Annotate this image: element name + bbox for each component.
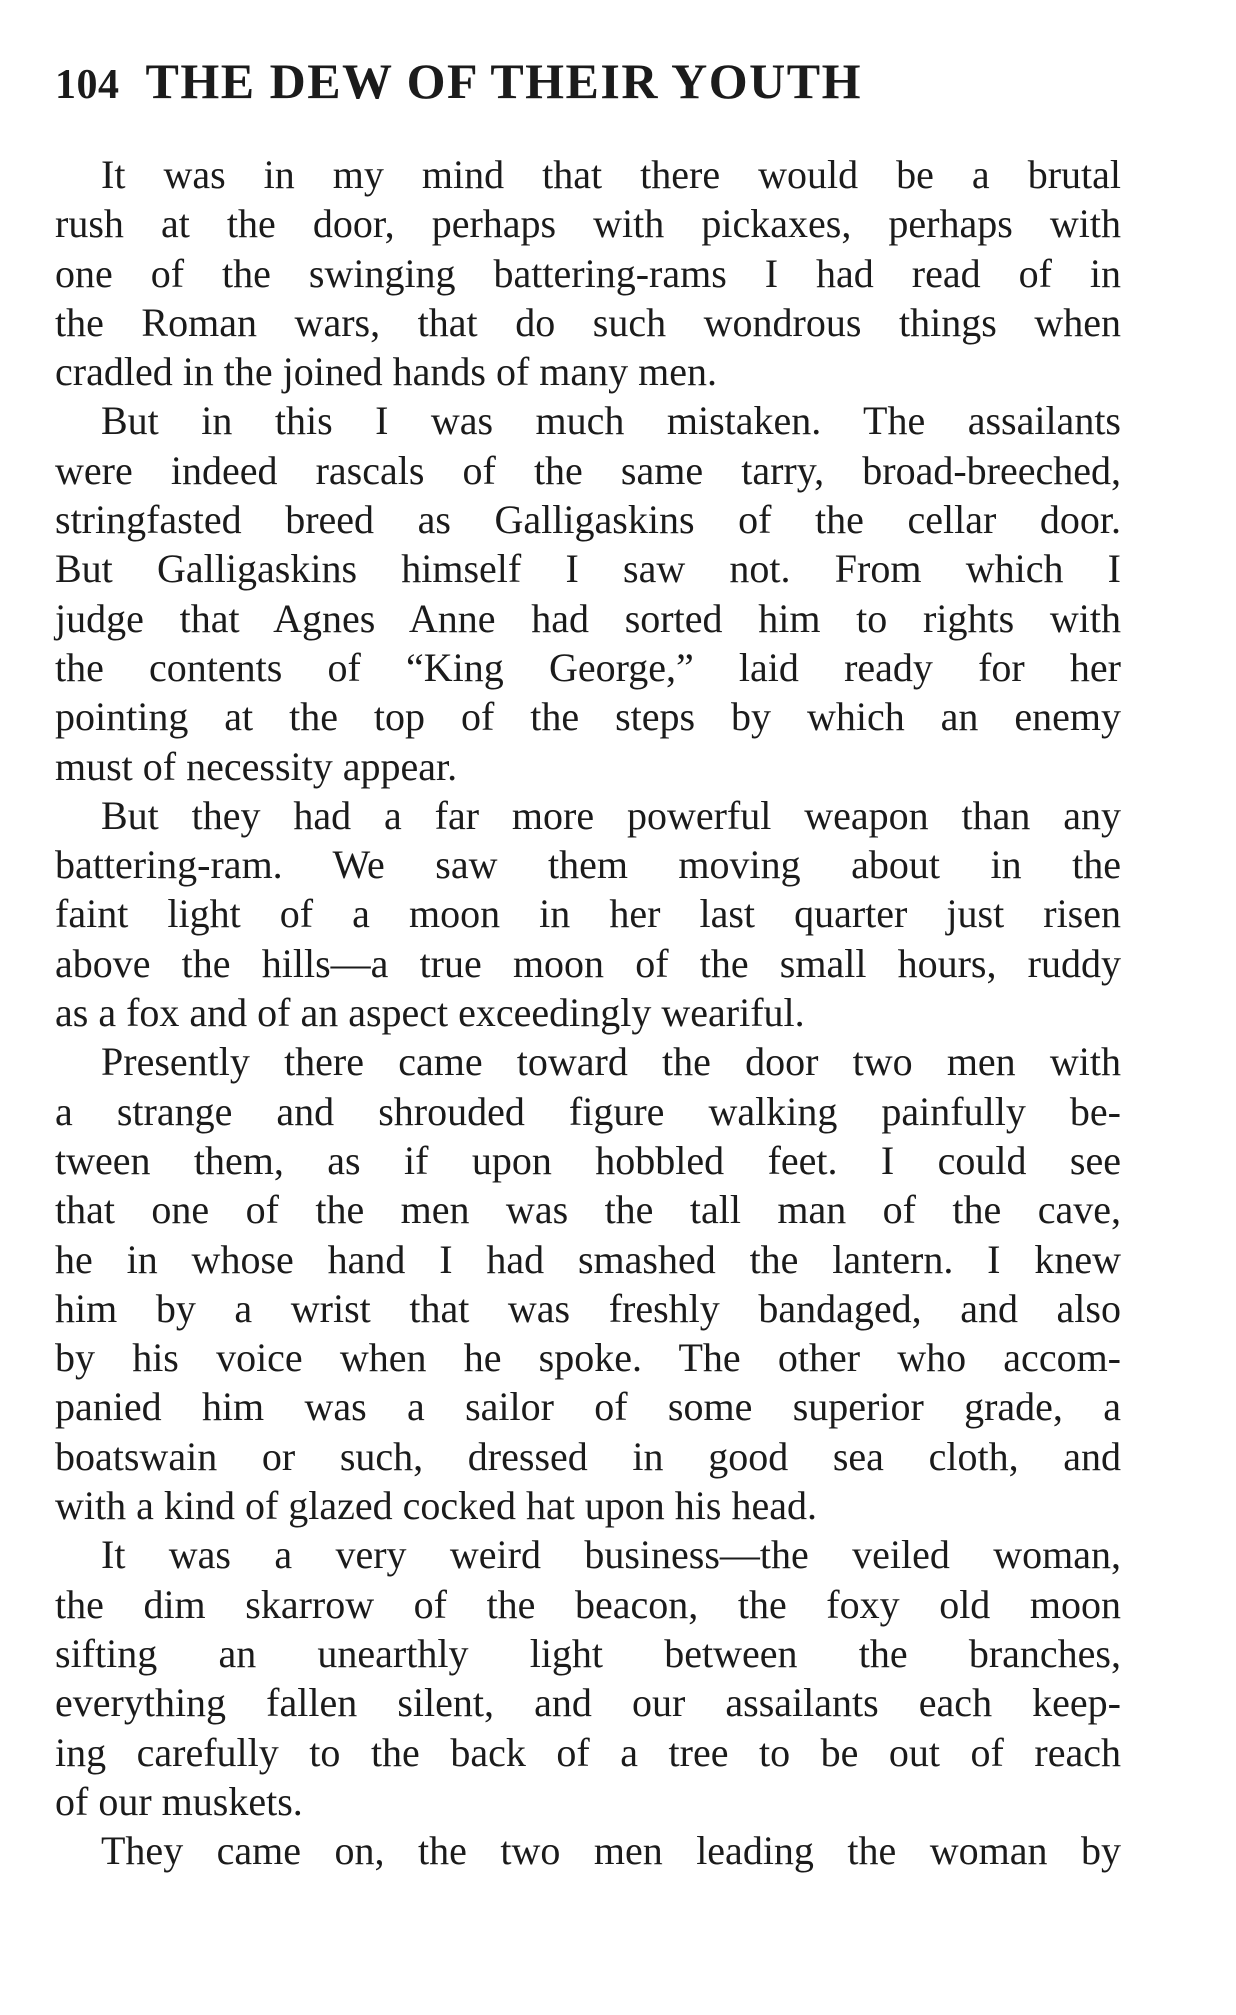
- text-line: by his voice when he spoke. The other who accom-: [55, 1335, 1121, 1381]
- text-line: a strange and shrouded figure walking painfully be-: [55, 1088, 1121, 1134]
- text-line: ing carefully to the back of a tree to be out of reach: [55, 1729, 1121, 1775]
- paragraph: [55, 396, 1121, 790]
- paragraph: [55, 1530, 1121, 1826]
- text-line: above the hills—a true moon of the small hours, ruddy: [55, 940, 1121, 986]
- text-line: of our muskets.: [55, 1778, 303, 1824]
- text-line: But in this I was much mistaken. The assailants: [101, 398, 1121, 444]
- text-line: everything fallen silent, and our assailants each keep-: [55, 1680, 1121, 1726]
- text-line: him by a wrist that was freshly bandaged, and also: [55, 1285, 1121, 1331]
- page-header: [55, 52, 862, 114]
- text-line: the Roman wars, that do such wondrous things when: [55, 299, 1121, 345]
- text-line: were indeed rascals of the same tarry, broad-breeched,: [55, 447, 1121, 493]
- text-line: must of necessity appear.: [55, 743, 458, 789]
- text-line: tween them, as if upon hobbled feet. I could see: [55, 1137, 1121, 1183]
- text-line: But Galligaskins himself I saw not. From which I: [55, 546, 1121, 592]
- text-line: Presently there came toward the door two men with: [101, 1039, 1121, 1085]
- text-line: They came on, the two men leading the woman by: [101, 1828, 1121, 1874]
- text-line: panied him was a sailor of some superior grade, a: [55, 1384, 1121, 1430]
- paragraph: [55, 1037, 1121, 1530]
- text-line: with a kind of glazed cocked hat upon his head.: [55, 1483, 817, 1529]
- running-title: THE DEW OF THEIR YOUTH: [145, 53, 862, 109]
- text-line: as a fox and of an aspect exceedingly weariful.: [55, 990, 805, 1036]
- page-number: 104: [55, 62, 120, 108]
- text-line: the dim skarrow of the beacon, the foxy old moon: [55, 1581, 1121, 1627]
- text-line: the contents of “King George,” laid ready for her: [55, 644, 1121, 690]
- text-line: pointing at the top of the steps by which an enemy: [55, 694, 1121, 740]
- text-line: rush at the door, perhaps with pickaxes, perhaps with: [55, 201, 1121, 247]
- body-text: [55, 150, 1121, 1875]
- text-line: stringfasted breed as Galligaskins of the cellar door.: [55, 497, 1121, 543]
- text-line: judge that Agnes Anne had sorted him to rights with: [55, 595, 1121, 641]
- paragraph: [55, 150, 1121, 396]
- paragraph: [55, 791, 1121, 1037]
- text-line: battering-ram. We saw them moving about in the: [55, 842, 1121, 888]
- text-line: one of the swinging battering-rams I had read of in: [55, 250, 1121, 296]
- text-line: cradled in the joined hands of many men.: [55, 349, 718, 395]
- text-line: faint light of a moon in her last quarter just risen: [55, 891, 1121, 937]
- text-line: sifting an unearthly light between the branches,: [55, 1630, 1121, 1676]
- text-line: that one of the men was the tall man of the cave,: [55, 1187, 1121, 1233]
- text-line: It was in my mind that there would be a brutal: [101, 152, 1121, 197]
- paragraph: [55, 1826, 1121, 1875]
- text-line: he in whose hand I had smashed the lantern. I knew: [55, 1236, 1121, 1282]
- text-line: It was a very weird business—the veiled woman,: [101, 1532, 1121, 1578]
- text-line: But they had a far more powerful weapon than any: [101, 792, 1121, 838]
- text-line: boatswain or such, dressed in good sea cloth, and: [55, 1433, 1121, 1479]
